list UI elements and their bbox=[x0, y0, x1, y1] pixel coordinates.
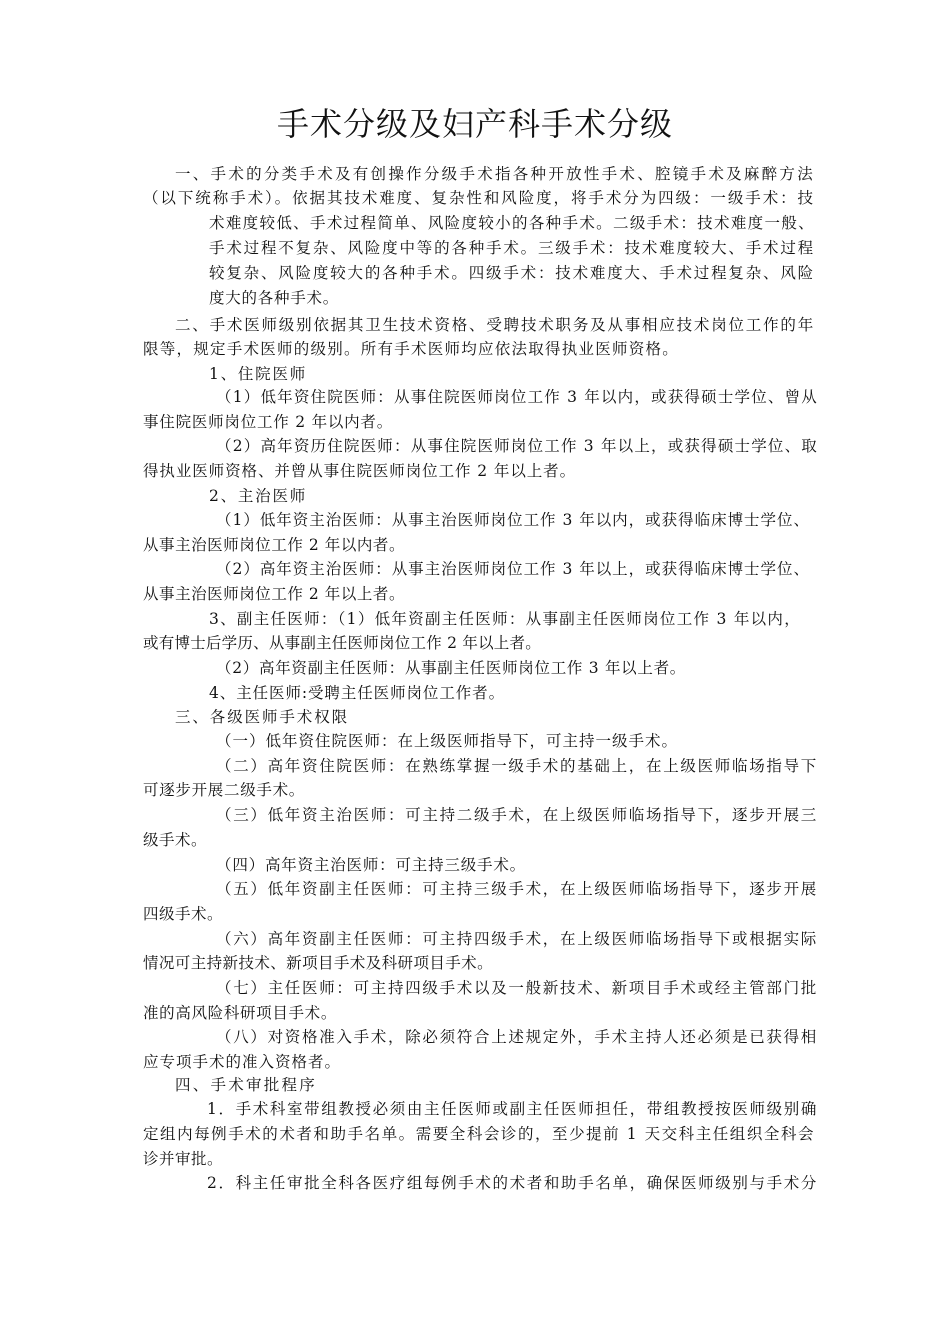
body-line: 可逐步开展二级手术。 bbox=[143, 781, 305, 799]
body-line: 较复杂、风险度较大的各种手术。四级手术：技术难度大、手术过程复杂、风险 bbox=[209, 264, 815, 282]
body-line: （2）高年资历住院医师：从事住院医师岗位工作 3 年以上，或获得硕士学位、取 bbox=[216, 437, 818, 455]
body-line: 手术过程不复杂、风险度中等的各种手术。三级手术：技术难度较大、手术过程 bbox=[209, 239, 815, 257]
body-line: 3、副主任医师：（1）低年资副主任医师：从事副主任医师岗位工作 3 年以内， bbox=[209, 610, 801, 628]
body-line: （1）低年资住院医师：从事住院医师岗位工作 3 年以内，或获得硕士学位、曾从 bbox=[216, 388, 818, 406]
body-line: 二、手术医师级别依据其卫生技术资格、受聘技术职务及从事相应技术岗位工作的年 bbox=[175, 316, 815, 334]
body-line: 级手术。 bbox=[143, 831, 207, 849]
body-line: 三、各级医师手术权限 bbox=[175, 708, 349, 726]
body-line: 度大的各种手术。 bbox=[209, 289, 339, 307]
body-line: （一）低年资住院医师：在上级医师指导下，可主持一级手术。 bbox=[216, 732, 678, 750]
body-line: （八）对资格准入手术，除必须符合上述规定外，手术主持人还必须是已获得相 bbox=[216, 1028, 818, 1046]
body-line: 4、主任医师:受聘主任医师岗位工作者。 bbox=[209, 684, 505, 702]
body-line: 得执业医师资格、并曾从事住院医师岗位工作 2 年以上者。 bbox=[143, 462, 576, 480]
body-line: （1）低年资主治医师：从事主治医师岗位工作 3 年以内，或获得临床博士学位、 bbox=[216, 511, 810, 529]
body-line: 情况可主持新技术、新项目手术及科研项目手术。 bbox=[143, 954, 493, 972]
body-line: 1．手术科室带组教授必须由主任医师或副主任医师担任，带组教授按医师级别确 bbox=[207, 1100, 818, 1118]
body-line: （五）低年资副主任医师：可主持三级手术，在上级医师临场指导下，逐步开展 bbox=[216, 880, 818, 898]
body-line: 一、手术的分类手术及有创操作分级手术指各种开放性手术、腔镜手术及麻醉方法 bbox=[175, 165, 815, 183]
body-line: 2、主治医师 bbox=[209, 487, 307, 505]
body-line: （二）高年资住院医师：在熟练掌握一级手术的基础上，在上级医师临场指导下 bbox=[216, 757, 818, 775]
body-line: 准的高风险科研项目手术。 bbox=[143, 1004, 337, 1022]
body-line: （六）高年资副主任医师：可主持四级手术，在上级医师临场指导下或根据实际 bbox=[216, 930, 818, 948]
body-line: 术难度较低、手术过程简单、风险度较小的各种手术。二级手术：技术难度一般、 bbox=[209, 214, 815, 232]
body-line: 四级手术。 bbox=[143, 905, 223, 923]
body-line: 限等，规定手术医师的级别。所有手术医师均应依法取得执业医师资格。 bbox=[143, 340, 679, 358]
body-line: 四、手术审批程序 bbox=[175, 1076, 317, 1094]
body-line: （三）低年资主治医师：可主持二级手术，在上级医师临场指导下，逐步开展三 bbox=[216, 806, 818, 824]
body-line: （七）主任医师：可主持四级手术以及一般新技术、新项目手术或经主管部门批 bbox=[216, 979, 818, 997]
body-line: 或有博士后学历、从事副主任医师岗位工作 2 年以上者。 bbox=[143, 634, 541, 652]
body-line: 1、住院医师 bbox=[209, 365, 307, 383]
body-line: （2）高年资主治医师：从事主治医师岗位工作 3 年以上，或获得临床博士学位、 bbox=[216, 560, 810, 578]
document-title: 手术分级及妇产科手术分级 bbox=[276, 105, 673, 143]
body-line: 事住院医师岗位工作 2 年以内者。 bbox=[143, 413, 393, 431]
body-line: （2）高年资副主任医师：从事副主任医师岗位工作 3 年以上者。 bbox=[216, 659, 686, 677]
body-line: 应专项手术的准入资格者。 bbox=[143, 1053, 341, 1071]
body-line: 定组内每例手术的术者和助手名单。需要全科会诊的，至少提前 1 天交科主任组织全科会 bbox=[143, 1125, 815, 1143]
body-line: 诊并审批。 bbox=[143, 1150, 223, 1168]
body-line: 从事主治医师岗位工作 2 年以上者。 bbox=[143, 585, 405, 603]
body-line: （以下统称手术）。依据其技术难度、复杂性和风险度，将手术分为四级：一级手术：技 bbox=[143, 189, 815, 207]
body-line: （四）高年资主治医师：可主持三级手术。 bbox=[216, 856, 526, 874]
body-line: 从事主治医师岗位工作 2 年以内者。 bbox=[143, 536, 405, 554]
body-line: 2．科主任审批全科各医疗组每例手术的术者和助手名单，确保医师级别与手术分 bbox=[207, 1174, 818, 1192]
